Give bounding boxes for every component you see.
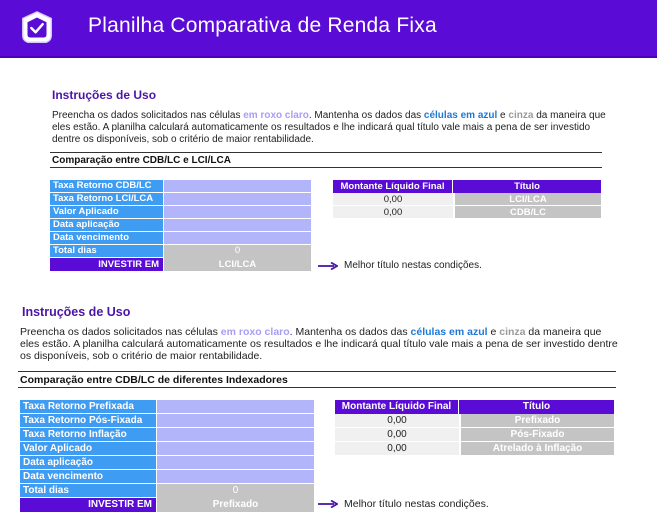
result-titulo: Prefixado: [459, 414, 614, 428]
result-montante: 0,00: [335, 442, 459, 456]
divider: [50, 167, 602, 168]
results-table-1: [333, 180, 601, 219]
header-titulo: Título: [453, 180, 601, 193]
app-header: [0, 0, 657, 58]
result-montante: 0,00: [335, 414, 459, 428]
label-cell: Taxa Retorno CDB/LC: [50, 180, 163, 193]
result-titulo: CDB/LC: [453, 206, 601, 219]
invest-label: INVESTIR EM: [20, 498, 156, 512]
result-montante: 0,00: [333, 193, 453, 206]
label-cell: Data vencimento: [50, 232, 163, 245]
comparison-title-1: Comparação entre CDB/LC e LCI/LCA: [52, 155, 231, 166]
result-montante: 0,00: [335, 428, 459, 442]
input-data-vencimento[interactable]: [163, 232, 311, 245]
instructions-text-1: Preencha os dados solicitados nas células em roxo claro. Mantenha os dados das células em azul e cinza da maneira que eles estão. A planilha calculará automaticamente os resultados e lhe indicará qual título vale mais a pena de ser investido dentre os disponíveis, sob o critério de maior rentabilidade.: [52, 110, 606, 145]
divider: [18, 387, 616, 388]
note-text: Melhor título nestas condições.: [344, 260, 482, 271]
input-taxa-lci-lca[interactable]: [163, 193, 311, 206]
result-titulo: LCI/LCA: [453, 193, 601, 206]
best-title-note-1: [318, 260, 482, 271]
input-data-vencimento-2[interactable]: [156, 470, 314, 484]
header-montante: Montante Líquido Final: [333, 180, 453, 193]
label-cell: Total dias: [20, 484, 156, 498]
input-table-2: [20, 400, 314, 512]
total-dias-value: 0: [163, 245, 311, 258]
label-cell: Valor Aplicado: [50, 206, 163, 219]
best-title-note-2: [318, 498, 489, 510]
results-table-2: [335, 400, 614, 456]
shield-check-icon: [18, 9, 56, 47]
divider: [18, 371, 616, 372]
result-titulo: Pós-Fixado: [459, 428, 614, 442]
instructions-title-1: Instruções de Uso: [52, 88, 157, 102]
invest-value: LCI/LCA: [163, 258, 311, 271]
comparison-title-2: Comparação entre CDB/LC de diferentes Indexadores: [20, 374, 288, 386]
invest-label: INVESTIR EM: [50, 258, 163, 271]
header-montante: Montante Líquido Final: [335, 400, 459, 414]
label-cell: Data vencimento: [20, 470, 156, 484]
result-titulo: Atrelado à Inflação: [459, 442, 614, 456]
label-cell: Total dias: [50, 245, 163, 258]
result-montante: 0,00: [333, 206, 453, 219]
label-cell: Taxa Retorno Pós-Fixada: [20, 414, 156, 428]
arrow-right-icon: [318, 500, 338, 508]
input-data-aplicacao-2[interactable]: [156, 456, 314, 470]
label-cell: Valor Aplicado: [20, 442, 156, 456]
arrow-right-icon: [318, 262, 338, 270]
instructions-text-2: Preencha os dados solicitados nas células em roxo claro. Mantenha os dados das células em azul e cinza da maneira que eles estão. A planilha calculará automaticamente os resultados e lhe indicará qual título vale mais a pena de ser investido dentre os disponíveis, sob o critério de maior rentabilidade.: [20, 326, 618, 362]
header-titulo: Título: [459, 400, 614, 414]
input-data-aplicacao[interactable]: [163, 219, 311, 232]
input-valor-aplicado-2[interactable]: [156, 442, 314, 456]
divider: [50, 152, 602, 153]
label-cell: Taxa Retorno LCI/LCA: [50, 193, 163, 206]
label-cell: Taxa Retorno Prefixada: [20, 400, 156, 414]
label-cell: Taxa Retorno Inflação: [20, 428, 156, 442]
label-cell: Data aplicação: [50, 219, 163, 232]
input-valor-aplicado[interactable]: [163, 206, 311, 219]
total-dias-value: 0: [156, 484, 314, 498]
input-table-1: [50, 180, 311, 271]
input-taxa-pos-fixada[interactable]: [156, 414, 314, 428]
note-text: Melhor título nestas condições.: [344, 498, 489, 510]
input-taxa-cdb-lc[interactable]: [163, 180, 311, 193]
input-taxa-prefixada[interactable]: [156, 400, 314, 414]
page-title: Planilha Comparativa de Renda Fixa: [88, 14, 437, 37]
invest-value: Prefixado: [156, 498, 314, 512]
input-taxa-inflacao[interactable]: [156, 428, 314, 442]
instructions-title-2: Instruções de Uso: [22, 305, 131, 319]
label-cell: Data aplicação: [20, 456, 156, 470]
